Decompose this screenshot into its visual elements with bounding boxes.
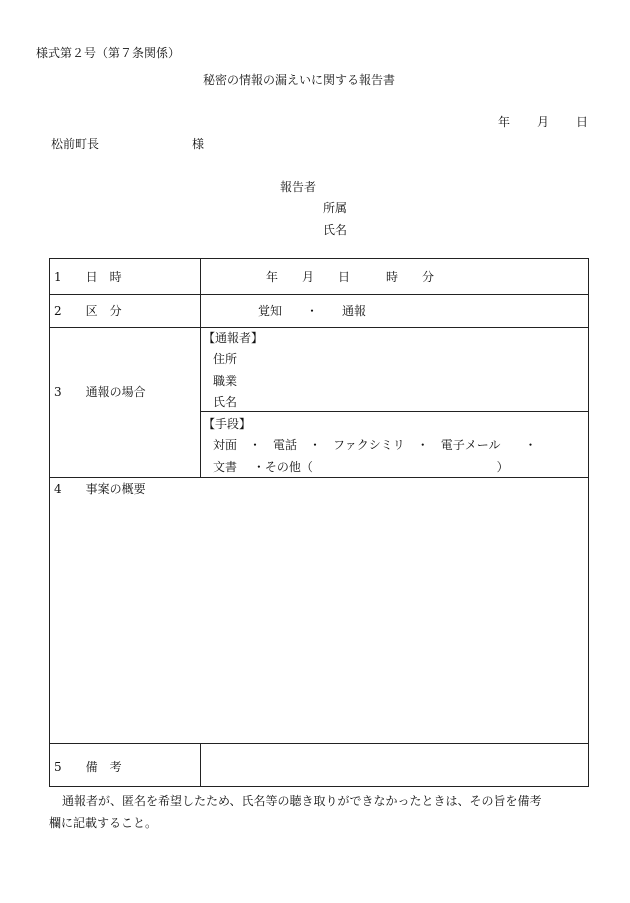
table-border-left xyxy=(49,258,50,787)
row-summary-label: 4 事案の概要 xyxy=(54,482,146,496)
means-options-line2: 文書 ・その他（ ） xyxy=(213,460,509,474)
addressee-honorific: 様 xyxy=(192,137,205,151)
row-divider-3 xyxy=(49,477,589,478)
informant-address-label: 住所 xyxy=(213,352,238,366)
footnote-line-1: 通報者が、匿名を希望したため、氏名等の聴き取りができなかったときは、その旨を備考 xyxy=(62,794,542,808)
footnote-line-2: 欄に記載すること。 xyxy=(49,816,158,830)
column-divider-lower xyxy=(200,743,201,786)
informant-name-label: 氏名 xyxy=(213,395,238,409)
table-border-bottom xyxy=(49,786,589,787)
table-border-top xyxy=(49,258,589,259)
column-divider-upper xyxy=(200,258,201,477)
report-table xyxy=(49,258,589,787)
row-divider-2 xyxy=(49,327,589,328)
row-divider-4 xyxy=(49,743,589,744)
row-datetime-value: 年 月 日 時 分 xyxy=(266,270,435,284)
row3-inner-divider xyxy=(200,411,589,412)
row-datetime-label: 1 日 時 xyxy=(54,270,122,284)
informant-header: 【通報者】 xyxy=(203,331,264,345)
form-number: 様式第２号（第７条関係） xyxy=(36,46,181,60)
reporter-affiliation-label: 所属 xyxy=(323,201,348,215)
addressee-name: 松前町長 xyxy=(51,137,100,151)
row-remarks-label: 5 備 考 xyxy=(54,760,122,774)
document-title: 秘密の情報の漏えいに関する報告書 xyxy=(203,73,396,87)
date-line: 年 月 日 xyxy=(498,115,590,129)
row-divider-1 xyxy=(49,294,589,295)
informant-occupation-label: 職業 xyxy=(213,374,238,388)
row-report-case-label: 3 通報の場合 xyxy=(54,385,146,399)
reporter-label: 報告者 xyxy=(280,180,317,194)
table-border-right xyxy=(588,258,589,787)
row-category-label: 2 区 分 xyxy=(54,304,122,318)
reporter-name-label: 氏名 xyxy=(323,223,348,237)
row-category-value: 覚知 ・ 通報 xyxy=(258,304,367,318)
means-header: 【手段】 xyxy=(203,417,252,431)
means-options-line1: 対面 ・ 電話 ・ ファクシミリ ・ 電子メール ・ xyxy=(213,438,537,452)
